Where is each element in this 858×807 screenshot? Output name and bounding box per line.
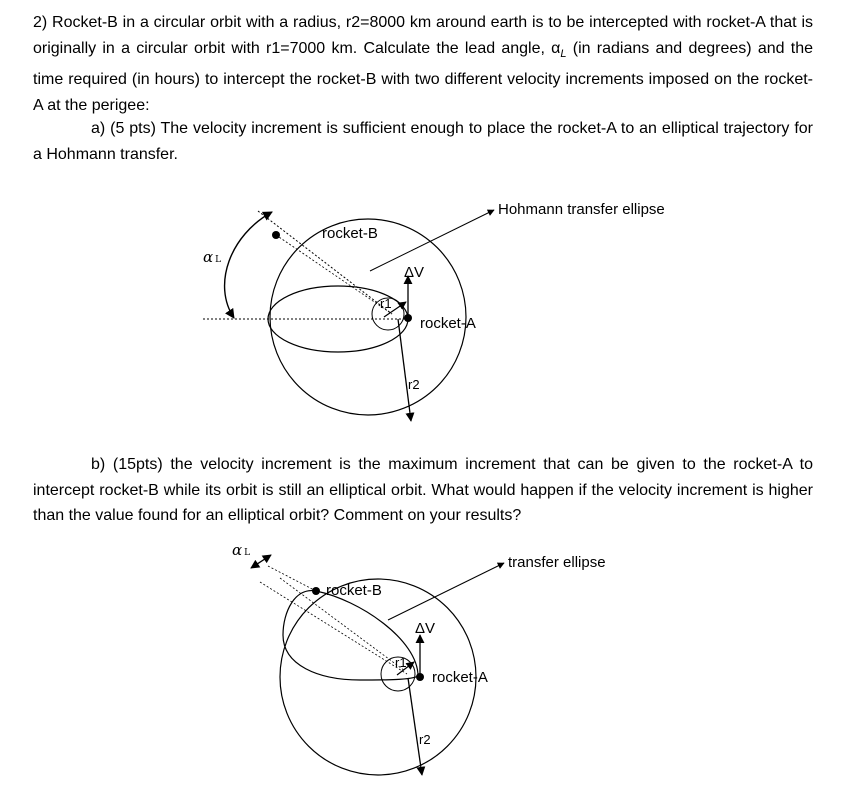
question-intro: 2) Rocket-B in a circular orbit with a radius, r2=8000 km around earth is to be intercepted with rocket-A that is originally in a circular orbit with r1=7000 km. Calculate the lead angle, $\alpha_L$ (in radians and degrees) and the time required (in hours) to intercept the rocket-B with two different velocity increments imposed on the rocket-A at the perigee: [33,14,813,114]
rocket-b-dotted-line [268,566,316,591]
r2-radius-arrow [398,319,411,421]
hohmann-ellipse-label: Hohmann transfer ellipse [498,201,665,218]
rocket-a-dot [404,314,412,322]
r2-radius-arrow [408,678,422,775]
transfer-ellipse-label: transfer ellipse [508,554,606,571]
ellipse-label-leader [370,210,494,271]
rocket-a-label: rocket-A [420,315,476,332]
rocket-a-label: rocket-A [432,669,488,686]
figure-hohmann-transfer [0,190,858,440]
figure-elliptical-transfer [0,540,858,807]
rocket-b-label: rocket-B [322,225,378,242]
rocket-b-dotted-line [276,235,392,314]
lead-angle-label: α L [232,541,251,559]
r2-label: r2 [419,732,431,747]
question-part-b: b) (15pts) the velocity increment is the maximum increment that can be given to the rocket-A to intercept rocket-B while its orbit is still an elliptical orbit. What would happen if the velocity increment is higher than the value found for an elliptical orbit? Comment on your results? [33,456,813,524]
question-part-a: a) (5 pts) The velocity increment is sufficient enough to place the rocket-A to an elliptical trajectory for a Hohmann transfer. [33,120,813,163]
delta-v-label: ΔV [404,264,425,281]
ellipse-label-leader [388,563,504,620]
rocket-a-dot [416,673,424,681]
rocket-b-dot [312,587,320,595]
r2-label: r2 [408,377,420,392]
r1-label: r1 [380,296,392,311]
lead-angle-label: α L [203,248,222,266]
lead-angle-arc [225,212,272,318]
rocket-b-dot [272,231,280,239]
rocket-b-label: rocket-B [326,582,382,599]
r1-label: r1 [395,655,407,670]
delta-v-label: ΔV [415,620,436,637]
